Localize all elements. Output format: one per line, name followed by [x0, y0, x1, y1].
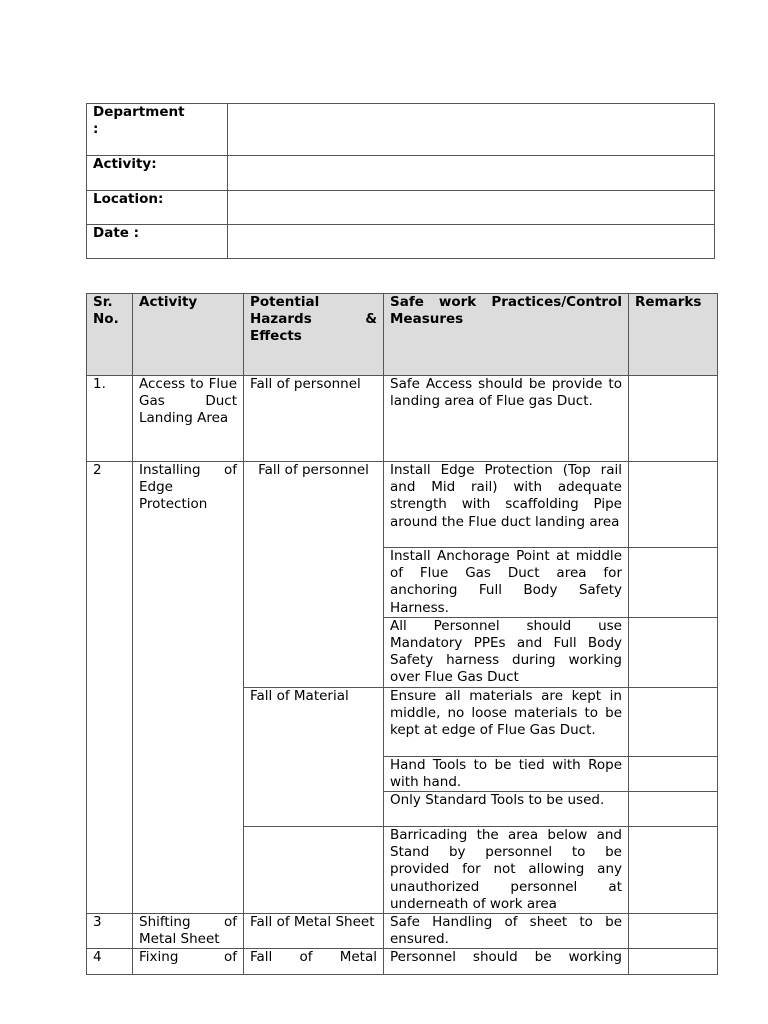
department-value	[228, 104, 715, 156]
hazard-cell: Fall of personnel	[244, 376, 384, 462]
practice-cell: Hand Tools to be tied with Rope with hand.	[384, 756, 629, 791]
practice-cell: Safe Access should be provide to landing area of Flue gas Duct.	[384, 376, 629, 462]
remarks-cell	[629, 792, 718, 827]
col-header-activity: Activity	[133, 294, 244, 376]
header-info-table	[86, 103, 715, 259]
remarks-cell	[629, 827, 718, 914]
hazard-cell: Fall of Metal	[244, 949, 384, 975]
sr-cell: 2	[87, 462, 133, 914]
table-row	[87, 949, 718, 975]
department-label	[87, 104, 228, 156]
activity-cell: Shifting of Metal Sheet	[133, 914, 244, 949]
activity-label: Activity:	[87, 156, 228, 191]
department-label-text: Department :	[93, 104, 185, 138]
sr-cell: 4	[87, 949, 133, 975]
table-row	[87, 914, 718, 949]
location-value	[228, 191, 715, 225]
remarks-cell	[629, 548, 718, 618]
sr-cell: 3	[87, 914, 133, 949]
remarks-cell	[629, 617, 718, 687]
activity-cell: Access to Flue Gas Duct Landing Area	[133, 376, 244, 462]
practice-cell: Only Standard Tools to be used.	[384, 792, 629, 827]
remarks-cell	[629, 462, 718, 548]
remarks-cell	[629, 949, 718, 975]
hazard-table	[86, 293, 718, 975]
col-header-sr: Sr. No.	[87, 294, 133, 376]
col-header-practices-text: Safe work Practices/Control Measures	[390, 294, 622, 328]
location-label: Location:	[87, 191, 228, 225]
sr-cell: 1.	[87, 376, 133, 462]
practice-cell: Personnel should be working	[384, 949, 629, 975]
practice-cell: All Personnel should use Mandatory PPEs and Full Body Safety harness during working over Flue Gas Duct	[384, 617, 629, 687]
practice-cell: Install Anchorage Point at middle of Flue Gas Duct area for anchoring Full Body Safety Harness.	[384, 548, 629, 618]
remarks-cell	[629, 376, 718, 462]
practice-cell: Safe Handling of sheet to be ensured.	[384, 914, 629, 949]
date-label: Date :	[87, 225, 228, 259]
table-row	[87, 376, 718, 462]
hazard-cell: Fall of personnel	[244, 462, 384, 688]
col-header-hazards	[244, 294, 384, 376]
activity-cell: Installing of Edge Protection	[133, 462, 244, 914]
practice-cell: Ensure all materials are kept in middle, no loose materials to be kept at edge of Flue Gas Duct.	[384, 687, 629, 756]
hazard-cell: Fall of Metal Sheet	[244, 914, 384, 949]
remarks-cell	[629, 687, 718, 756]
hazard-cell	[244, 827, 384, 914]
practice-cell: Barricading the area below and Stand by personnel to be provided for not allowing any unauthorized personnel at underneath of work area	[384, 827, 629, 914]
activity-value	[228, 156, 715, 191]
practice-cell: Install Edge Protection (Top rail and Mid rail) with adequate strength with scaffolding Pipe around the Flue duct landing area	[384, 462, 629, 548]
col-header-remarks: Remarks	[629, 294, 718, 376]
hazard-cell: Fall of Material	[244, 687, 384, 826]
col-header-hazards-text: Potential Hazards & Effects	[250, 294, 377, 345]
date-value	[228, 225, 715, 259]
table-row	[87, 462, 718, 548]
remarks-cell	[629, 756, 718, 791]
col-header-practices	[384, 294, 629, 376]
activity-cell: Fixing of	[133, 949, 244, 975]
remarks-cell	[629, 914, 718, 949]
